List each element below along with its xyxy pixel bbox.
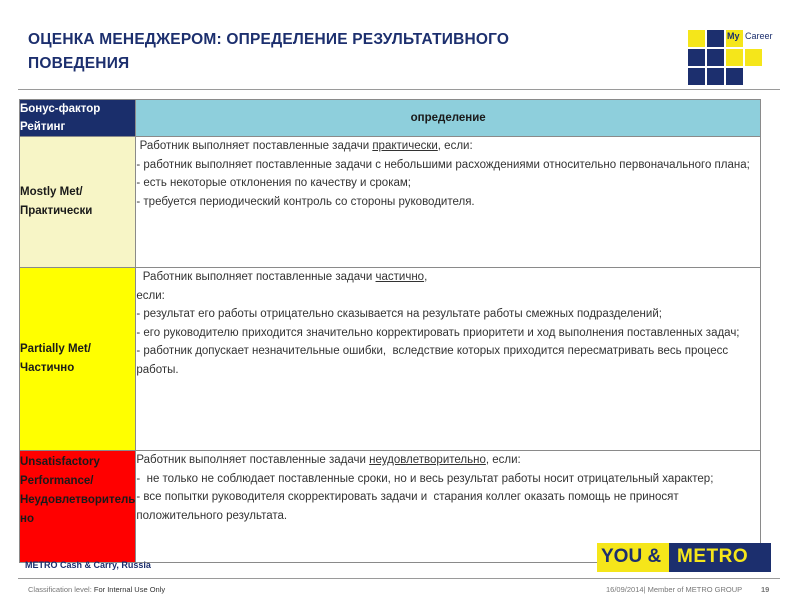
classification-label: Classification level: (28, 585, 94, 594)
rating-label: Mostly Met/ (20, 186, 83, 198)
definition-line: - результат его работы отрицательно сказывается на результате работы смежных подразделений; (136, 308, 662, 320)
definition-intro-end: , если: (485, 454, 521, 466)
definition-line: если: (136, 289, 165, 302)
definition-line: - не только не соблюдает поставленные сроки, но и весь результат работы носит отрицательный характер; (136, 472, 714, 485)
rating-label: Частично (20, 362, 75, 374)
col-definition-header: определение (136, 100, 761, 137)
page-title-line1: ОЦЕНКА МЕНЕДЖЕРОМ: ОПРЕДЕЛЕНИЕ РЕЗУЛЬТАТИВНОГО (28, 31, 510, 48)
definition-keyword: практически (372, 140, 438, 152)
rating-label: Unsatisfactory (20, 456, 100, 468)
definition-cell (136, 137, 761, 268)
definition-line: - все попытки руководителя скорректировать задачи и старания коллег оказать помощь не приносят положительного результата. (136, 491, 682, 522)
col-rating-header-line2: Рейтинг (20, 121, 66, 133)
rating-label: Partially Met/ (20, 343, 91, 355)
header-divider (18, 89, 780, 90)
definition-keyword: частично (375, 271, 425, 283)
col-rating-header-line1: Бонус-фактор (20, 103, 101, 115)
rating-cell-partially-met (20, 268, 136, 451)
definition-intro: Работник выполняет поставленные задачи (136, 271, 376, 283)
rating-label: Неудовлетворитель (20, 494, 136, 506)
rating-label: Практически (20, 205, 93, 217)
table-row (20, 137, 761, 268)
rating-cell-mostly-met (20, 137, 136, 268)
definition-keyword: неудовлетворительно (369, 454, 486, 466)
page-title (28, 28, 628, 76)
definition-line: - требуется периодический контроль со стороны руководителя. (136, 195, 475, 208)
definition-intro-end: , если: (437, 140, 473, 152)
definition-line: - работник допускает незначительные ошибки, вследствие которых приходится пересматривать весь процесс работы. (136, 345, 732, 376)
rating-cell-unsatisfactory (20, 451, 136, 563)
page-title-line2: ПОВЕДЕНИЯ (28, 55, 130, 72)
date-member: 16/09/2014| Member of METRO GROUP (606, 585, 743, 594)
definition-line: - есть некоторые отклонения по качеству и срокам; (136, 177, 411, 189)
brand-you-text: YOU & (601, 546, 662, 567)
definition-intro: Работник выполняет поставленные задачи (136, 140, 373, 152)
rating-table (19, 99, 761, 563)
logo-career-text: Career (745, 31, 773, 41)
definition-intro: Работник выполняет поставленные задачи (136, 454, 370, 466)
you-and-metro-logo (597, 543, 771, 572)
table-header-row (20, 100, 761, 137)
classification (28, 585, 165, 594)
definition-line: - работник выполняет поставленные задачи с небольшими расхождениями относительно первоначального плана; (136, 158, 750, 171)
footer-divider (18, 578, 780, 579)
rating-label: но (20, 513, 34, 525)
rating-label: Performance/ (20, 475, 94, 487)
classification-value: For Internal Use Only (93, 585, 166, 594)
page-number: 19 (761, 585, 770, 594)
logo-my-text: My (727, 31, 740, 41)
definition-intro-end: , (424, 271, 428, 283)
definition-cell (136, 268, 761, 451)
brand-metro-text: METRO (677, 546, 749, 567)
definition-line: - его руководителю приходится значительно корректировать приоритети и ход выполнения поставленных задач; (136, 326, 740, 339)
table-row (20, 268, 761, 451)
col-rating-header (20, 100, 136, 137)
company-name: METRO Cash & Carry, Russia (25, 560, 151, 570)
